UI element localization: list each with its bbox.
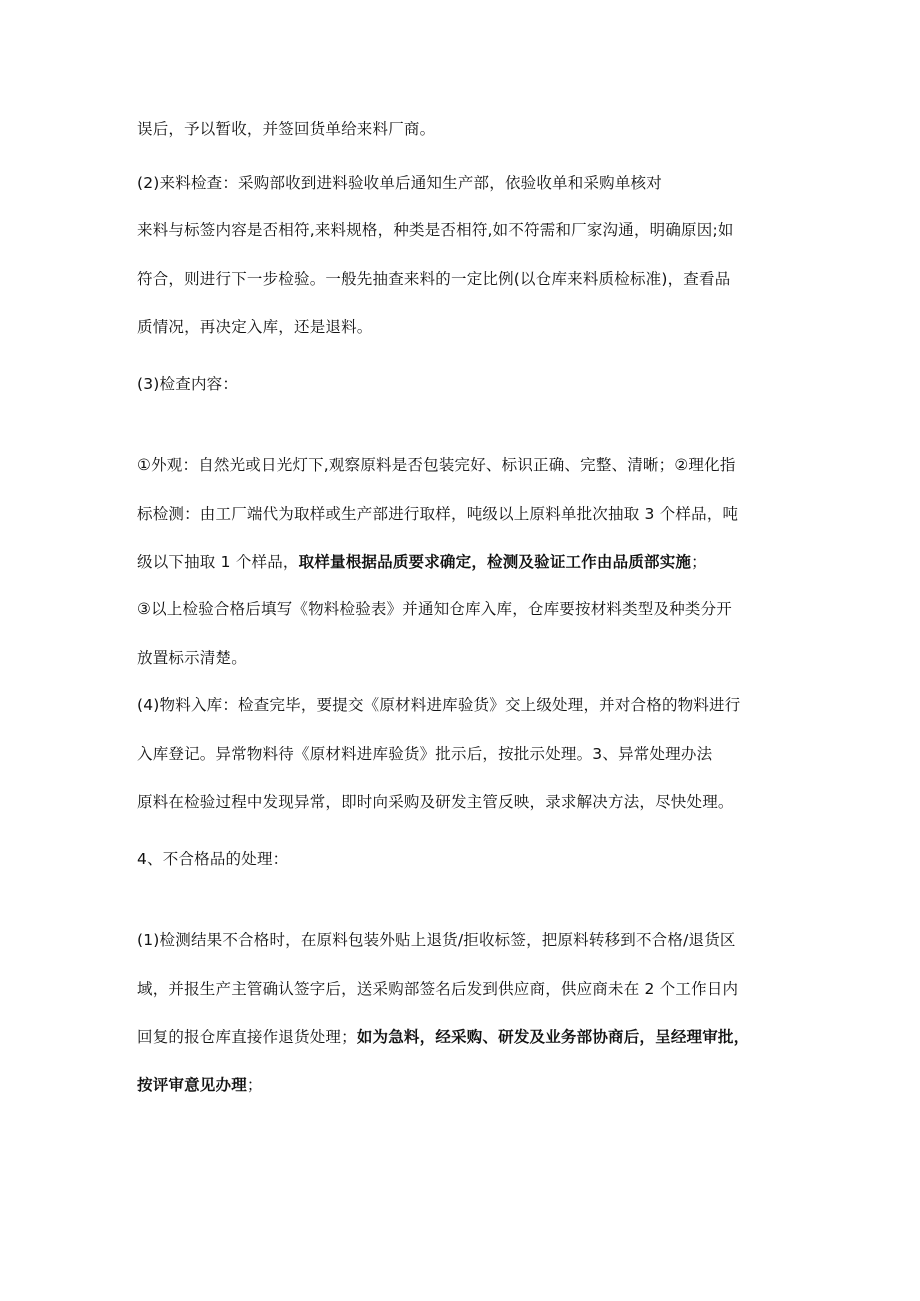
text-line: (4)物料入库：检查完毕，要提交《原材料进库验货》交上级处理，并对合格的物料进行 <box>137 696 741 714</box>
text-segment: 回复的报仓库直接作退货处理； <box>137 1028 357 1046</box>
text-line-mixed <box>137 1074 263 1096</box>
text-line: 放置标示清楚。 <box>137 649 247 667</box>
text-line: (2)来料检查：采购部收到进料验收单后通知生产部，依验收单和采购单核对 <box>137 174 662 192</box>
text-line: 质情况，再决定入库，还是退料。 <box>137 318 373 336</box>
text-segment: ； <box>246 1076 263 1094</box>
text-line-mixed <box>137 1026 749 1048</box>
text-line: 误后，予以暂收，并签回货单给来料厂商。 <box>137 120 436 138</box>
bold-text-segment: 如为急料，经采购、研发及业务部协商后，呈经理审批， <box>356 1028 750 1046</box>
section-heading: 4、不合格品的处理： <box>137 850 289 868</box>
text-line: ③以上检验合格后填写《物料检验表》并通知仓库入库，仓库要按材料类型及种类分开 <box>137 600 732 618</box>
text-line: 标检测：由工厂端代为取样或生产部进行取样，吨级以上原料单批次抽取 3 个样品，吨 <box>137 505 739 523</box>
text-segment: 级以下抽取 1 个样品， <box>137 553 299 571</box>
text-line-mixed <box>137 551 707 573</box>
text-line: 入库登记。异常物料待《原材料进库验货》批示后，按批示处理。3、异常处理办法 <box>137 745 713 763</box>
text-line: 来料与标签内容是否相符,来料规格，种类是否相符,如不符需和厂家沟通，明确原因;如 <box>137 221 734 239</box>
bold-text-segment: 按评审意见办理 <box>137 1076 247 1094</box>
bold-text-segment: 取样量根据品质要求确定，检测及验证工作由品质部实施 <box>298 553 692 571</box>
text-line: 符合，则进行下一步检验。一般先抽查来料的一定比例(以仓库来料质检标准)，查看品 <box>137 270 731 288</box>
text-line: 域，并报生产主管确认签字后，送采购部签名后发到供应商，供应商未在 2 个工作日内 <box>137 980 739 998</box>
text-line: 原料在检验过程中发现异常，即时向采购及研发主管反映，录求解决方法，尽快处理。 <box>137 793 734 811</box>
section-heading: (3)检查内容： <box>137 375 239 393</box>
text-line: (1)检测结果不合格时，在原料包装外贴上退货/拒收标签，把原料转移到不合格/退货区 <box>137 931 736 949</box>
text-line: ①外观：自然光或日光灯下,观察原料是否包装完好、标识正确、完整、清晰；②理化指 <box>137 456 736 474</box>
text-segment: ； <box>691 553 707 571</box>
